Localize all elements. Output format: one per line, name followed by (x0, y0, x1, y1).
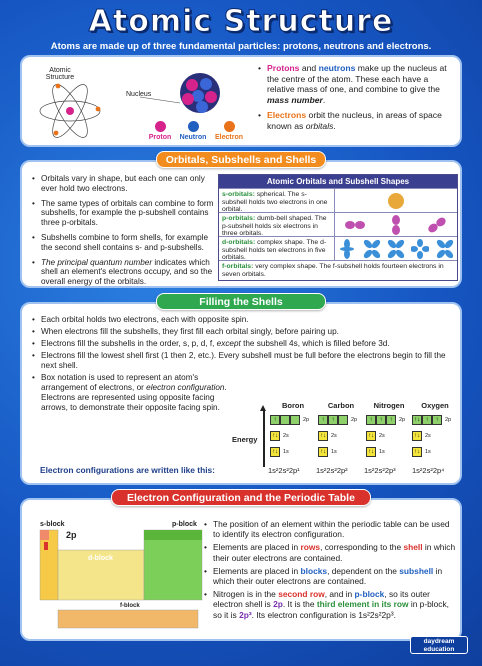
2p-box: ↑ (318, 415, 328, 425)
orbitals-text-fragment: indicates which shell an element's electrons occupy, and so the overall energy of the orbitals. (41, 257, 213, 287)
s-orbital-desc (219, 189, 335, 212)
s-block-cells (40, 530, 58, 600)
intro-text-fragment: . (322, 94, 326, 105)
d-orbital-icon (411, 239, 429, 259)
p-block-term: p-block (354, 589, 385, 600)
orbital-label: 2s (379, 433, 385, 439)
element-name: Boron (281, 401, 305, 410)
2p-term: 2p (273, 599, 283, 610)
s-orbital-text: spherical. The s-subshell holds two electrons in one orbital. (222, 191, 328, 214)
nitrogen-config-term: 1s²2s²2p³ (358, 609, 394, 620)
carbon-boxes (318, 413, 364, 465)
intro-text-fragment: orbit the nucleus, in areas of space known as (267, 110, 442, 131)
orbital-label: 2s (331, 433, 337, 439)
element-carbon (318, 401, 364, 465)
orbital-label: 2p (303, 417, 310, 423)
p-block-label: p-block (172, 521, 197, 528)
f-block-label: f-block (120, 603, 140, 609)
periodic-text-fragment: . Its electron configuration is (251, 609, 359, 620)
periodic-panel (20, 498, 462, 641)
except-term: except (216, 339, 241, 348)
orbitals-bullet-1: • Orbitals vary in shape, but each one can only ever hold two electrons. (32, 174, 218, 194)
s-orbital-icon (386, 191, 406, 211)
2s-box: ↑↓ (272, 433, 278, 439)
orbital-shapes-title: Atomic Orbitals and Subshell Shapes (219, 175, 457, 188)
neutron-label: Neutron (179, 134, 207, 141)
periodic-text (204, 519, 458, 623)
f-block-cells (58, 610, 198, 628)
brand-logo: daydream education (410, 636, 468, 654)
subshell-term: subshell (399, 565, 434, 576)
electron-label: Electron (214, 134, 243, 141)
quantum-number-term: The principal quantum number (41, 257, 153, 267)
orbital-label: 2p (445, 417, 452, 423)
atom-diagram-label: Atomic Structure (45, 67, 75, 81)
orbitals-bullet-4 (32, 258, 218, 287)
2p-box (280, 415, 290, 425)
2p3-term: 2p³ (239, 609, 252, 620)
d-orbital-icon (363, 239, 381, 259)
periodic-text-fragment: , so its outer electron shell is (213, 589, 430, 610)
2p-label: 2p (66, 530, 77, 540)
periodic-text-fragment: in which their outer electrons are contained. (213, 565, 443, 587)
filling-panel (20, 302, 462, 485)
2p-box: ↑ (432, 415, 442, 425)
third-element-term: third element in its row (316, 599, 409, 610)
periodic-text-fragment: . (393, 609, 396, 620)
element-boron (270, 401, 316, 465)
element-nitrogen (366, 401, 412, 465)
row-highlight-marker (44, 542, 48, 550)
p-orbital-name: p-orbitals: (222, 215, 256, 222)
filling-bullet-5 (32, 373, 232, 413)
2p-box: ↑ (422, 415, 432, 425)
2s-box: ↑↓ (320, 433, 326, 439)
orbitals-header: Orbitals, Subshells and Shells (156, 151, 326, 168)
electron-configuration-term: electron configuration (146, 383, 225, 392)
d-block-label: d-block (88, 555, 113, 562)
mass-number-term: mass number (267, 94, 323, 105)
periodic-text-fragment: Nitrogen is in the (213, 589, 279, 600)
periodic-bullet-2 (204, 542, 458, 562)
periodic-text-fragment: in which their outer electrons are contained. (213, 542, 456, 563)
2p-box: ↑ (376, 415, 386, 425)
periodic-text-fragment: , dependent on the (327, 565, 400, 576)
intro-bullet-2 (258, 110, 458, 131)
f-orbital-name: f-orbitals: (222, 263, 254, 270)
second-row-term: second row (278, 589, 325, 600)
orbital-shapes-table (218, 174, 458, 281)
atom-diagram (30, 63, 250, 143)
d-orbital-row (219, 236, 457, 260)
element-oxygen (412, 401, 458, 465)
d-orbital-icon (387, 239, 405, 259)
1s-box: ↑↓ (414, 449, 420, 455)
p-orbital-icon (385, 215, 407, 235)
config-intro-text: Electron configurations are written like this: (40, 465, 215, 475)
legend-proton (146, 121, 174, 141)
p-orbital-desc (219, 213, 335, 236)
filling-text-fragment: . Electrons are represented using opposite facing arrows, to demonstrate their opposite facing spin. (41, 383, 227, 412)
orbitals-panel (20, 160, 462, 288)
s-block-label: s-block (40, 521, 65, 528)
periodic-table-diagram (36, 516, 206, 634)
legend-neutron (176, 121, 210, 141)
filling-header: Filling the Shells (156, 293, 326, 310)
periodic-text-fragment: Elements are placed in (213, 565, 301, 576)
orbital-label: 1s (283, 449, 289, 455)
orbital-label: 1s (379, 449, 385, 455)
nitrogen-boxes (366, 413, 412, 465)
periodic-bullet-1: • The position of an element within the periodic table can be used to identify its electron configuration. (204, 519, 458, 539)
periodic-bullet-3 (204, 566, 458, 586)
rows-term: rows (300, 542, 321, 553)
s-orbital-name: s-orbitals: (222, 191, 255, 198)
nitrogen-config: 1s²2s²2p³ (364, 466, 396, 475)
element-name: Nitrogen (373, 401, 405, 410)
periodic-bullet-4 (204, 589, 458, 620)
p-orbital-icon (344, 215, 366, 235)
2p-box: ↑ (328, 415, 338, 425)
filling-bullet-2: • When electrons fill the subshells, they first fill each orbital singly, before pairing up. (32, 327, 456, 337)
filling-bullet-1: • Each orbital holds two electrons, each with opposite spin. (32, 315, 456, 325)
periodic-text-fragment: Elements are placed in (213, 542, 301, 553)
orbitals-bullet-2: • The same types of orbitals can combine to form subshells, for example the p-subshell contains three p-orbitals. (32, 199, 218, 228)
p-orbital-icon (426, 215, 448, 235)
d-orbital-icon (338, 239, 356, 259)
energy-label: Energy (232, 435, 258, 444)
element-name: Carbon (327, 401, 355, 410)
orbitals-term: orbitals (305, 120, 334, 131)
orbital-label: 2s (425, 433, 431, 439)
filling-text-fragment: the subshell 4s, which is filled before 3d. (240, 339, 390, 348)
intro-text-fragment: make up the nucleus at the centre of the atom. These each have a relative mass of one, and combine to give the (267, 63, 447, 94)
p-block-cells (144, 530, 202, 600)
f-orbital-row (219, 260, 457, 280)
s-orbital-pics (335, 189, 457, 212)
periodic-text-fragment: , corresponding to the (320, 542, 404, 553)
intro-bullet-1 (258, 63, 458, 105)
blocks-term: blocks (300, 565, 328, 576)
oxygen-boxes (412, 413, 458, 465)
2p-box (338, 415, 348, 425)
orbitals-bullet-3: • Subshells combine to form shells, for example the second shell contains s- and p-subshells. (32, 233, 218, 253)
shell-term: shell (403, 542, 423, 553)
d-orbital-pics (335, 237, 457, 260)
2s-box: ↑↓ (414, 433, 420, 439)
2s-box: ↑↓ (368, 433, 374, 439)
filling-text-fragment: Box notation is used to represent an atom's arrangement of electrons, or (41, 373, 199, 392)
page-title: Atomic Structure (88, 4, 394, 39)
2p-box: ↑↓ (414, 417, 420, 423)
orbital-label: 1s (331, 449, 337, 455)
2p-box: ↑ (366, 415, 376, 425)
boron-config: 1s²2s²2p¹ (268, 466, 300, 475)
f-orbital-text: very complex shape. The f-subshell holds fourteen electrons in seven orbitals. (222, 263, 444, 278)
1s-box: ↑↓ (368, 449, 374, 455)
orbital-label: 2s (283, 433, 289, 439)
periodic-text-fragment: . It is the (282, 599, 317, 610)
d-orbital-name: d-orbitals: (222, 239, 256, 246)
proton-label: Proton (148, 134, 172, 141)
protons-term: Protons (267, 63, 300, 73)
s-orbital-row (219, 188, 457, 212)
energy-arrow-icon (263, 409, 265, 467)
element-name: Oxygen (421, 401, 449, 410)
periodic-text-fragment: in p-block, so it is (213, 599, 449, 620)
p-orbital-text: dumb-bell shaped. The p-subshell holds six electrons in three orbitals. (222, 215, 327, 238)
d-orbital-icon (436, 239, 454, 259)
neutron-dot (188, 121, 199, 132)
d-orbital-text: complex shape. The d-subshell holds ten electrons in five orbitals. (222, 239, 327, 262)
legend-electron (212, 121, 246, 141)
intro-text-fragment: and (299, 63, 319, 73)
periodic-header: Electron Configuration and the Periodic Table (111, 489, 371, 506)
orbitals-text (32, 174, 218, 288)
boron-boxes (270, 413, 316, 465)
p-orbital-row (219, 212, 457, 236)
page-subtitle: Atoms are made up of three fundamental particles: protons, neutrons and electrons. (50, 41, 432, 52)
orbital-label: 2p (399, 417, 406, 423)
electron-dot (224, 121, 235, 132)
2p-box (290, 415, 300, 425)
2p-box: ↑ (386, 415, 396, 425)
carbon-config: 1s²2s²2p² (316, 466, 348, 475)
intro-text-fragment: . (333, 120, 336, 131)
intro-text (258, 63, 458, 136)
box-notation-diagram (228, 399, 458, 473)
intro-panel (20, 55, 462, 147)
proton-dot (155, 121, 166, 132)
p-orbital-pics (335, 213, 457, 236)
filling-bullet-3 (32, 339, 456, 349)
orbital-label: 1s (425, 449, 431, 455)
1s-box: ↑↓ (272, 449, 278, 455)
periodic-text-fragment: , and in (324, 589, 355, 600)
oxygen-config: 1s²2s²2p⁴ (412, 466, 445, 475)
f-orbital-desc (219, 261, 457, 280)
filling-text-fragment: Electrons fill the subshells in the order, s, p, d, f, (41, 339, 217, 348)
neutrons-term: neutrons (318, 63, 356, 73)
d-orbital-desc (219, 237, 335, 260)
filling-bullet-4: • Electrons fill the lowest shell first (1 then 2, etc.). Every subshell must be full before the electrons begin to fill the next shell. (32, 351, 456, 371)
2p-box: ↑ (270, 415, 280, 425)
electrons-term: Electrons (267, 110, 307, 120)
orbital-label: 2p (351, 417, 358, 423)
nucleus-label: Nucleus (126, 91, 152, 98)
1s-box: ↑↓ (320, 449, 326, 455)
